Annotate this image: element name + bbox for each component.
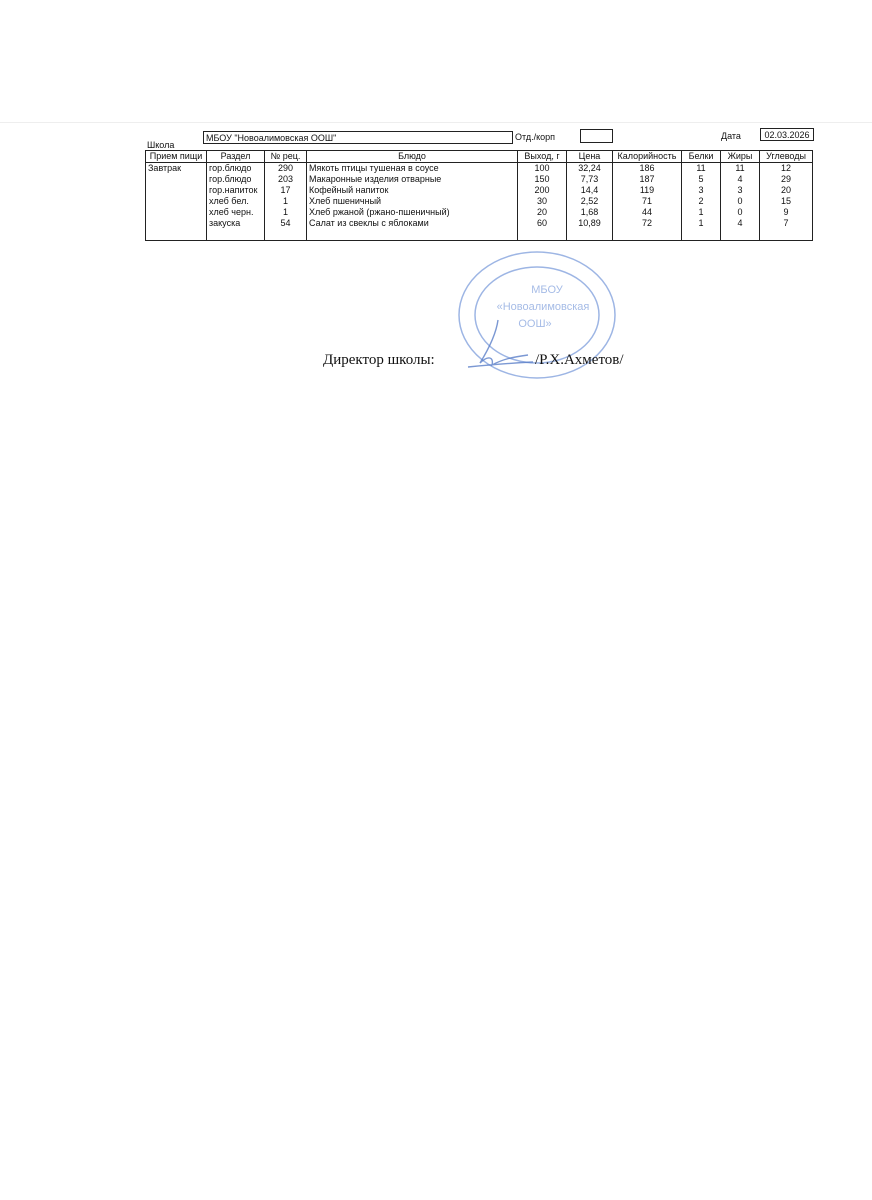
table-row [146,218,813,229]
table-row [146,207,813,218]
col-header: Выход, г [518,151,567,163]
school-field: МБОУ "Новоалимовская ООШ" [203,131,513,144]
cell-dish: Хлеб ржаной (ржано-пшеничный) [307,207,518,218]
cell-fat: 3 [721,185,760,196]
col-header: Блюдо [307,151,518,163]
otd-label: Отд./корп [515,132,555,142]
cell-price: 7,73 [567,174,613,185]
cell-dish: Салат из свеклы с яблоками [307,218,518,229]
cell-protein: 1 [682,218,721,229]
col-header: Раздел [207,151,265,163]
date-field: 02.03.2026 [760,128,814,141]
meal-cell [146,174,207,185]
col-header: Прием пищи [146,151,207,163]
cell-price: 1,68 [567,207,613,218]
meal-cell [146,185,207,196]
empty-cell [682,229,721,241]
cell-protein: 5 [682,174,721,185]
table-header-row [146,151,813,163]
cell-weight: 150 [518,174,567,185]
cell-recipe: 17 [265,185,307,196]
cell-recipe: 1 [265,207,307,218]
cell-protein: 3 [682,185,721,196]
cell-carbs: 29 [760,174,813,185]
table-row-empty [146,229,813,241]
cell-weight: 20 [518,207,567,218]
cell-price: 10,89 [567,218,613,229]
cell-recipe: 290 [265,163,307,175]
meal-cell [146,218,207,229]
director-name: /Р.Х.Ахметов/ [535,352,624,368]
cell-fat: 4 [721,218,760,229]
cell-section: гор.блюдо [207,174,265,185]
empty-cell [760,229,813,241]
col-header: Углеводы [760,151,813,163]
empty-cell [567,229,613,241]
cell-protein: 2 [682,196,721,207]
cell-kcal: 119 [613,185,682,196]
date-label: Дата [721,131,741,141]
col-header: Цена [567,151,613,163]
stamp-text: ООШ» [518,318,552,330]
col-header: Калорийность [613,151,682,163]
empty-cell [146,229,207,241]
cell-section: хлеб черн. [207,207,265,218]
cell-fat: 11 [721,163,760,175]
table-row [146,163,813,175]
cell-kcal: 187 [613,174,682,185]
col-header: № рец. [265,151,307,163]
cell-fat: 4 [721,174,760,185]
cell-carbs: 20 [760,185,813,196]
cell-protein: 11 [682,163,721,175]
cell-recipe: 203 [265,174,307,185]
cell-dish: Хлеб пшеничный [307,196,518,207]
form-header [145,128,813,148]
cell-weight: 200 [518,185,567,196]
cell-carbs: 9 [760,207,813,218]
meal-cell: Завтрак [146,163,207,175]
cell-weight: 100 [518,163,567,175]
col-header: Белки [682,151,721,163]
cell-recipe: 54 [265,218,307,229]
cell-kcal: 71 [613,196,682,207]
table-row [146,174,813,185]
cell-kcal: 72 [613,218,682,229]
stamp-text: МБОУ [531,284,563,296]
cell-kcal: 186 [613,163,682,175]
cell-price: 32,24 [567,163,613,175]
cell-carbs: 7 [760,218,813,229]
cell-section: гор.блюдо [207,163,265,175]
cell-section: закуска [207,218,265,229]
table-row [146,196,813,207]
cell-kcal: 44 [613,207,682,218]
empty-cell [613,229,682,241]
cell-dish: Кофейный напиток [307,185,518,196]
empty-cell [518,229,567,241]
director-title: Директор школы: [323,352,435,368]
cell-dish: Мякоть птицы тушеная в соусе [307,163,518,175]
school-label: Школа [147,140,175,150]
menu-table [145,150,813,241]
empty-cell [207,229,265,241]
cell-weight: 60 [518,218,567,229]
empty-cell [265,229,307,241]
col-header: Жиры [721,151,760,163]
table-row [146,185,813,196]
stamp-text: «Новоалимовская [496,301,590,313]
empty-cell [307,229,518,241]
cell-section: гор.напиток [207,185,265,196]
handwritten-signature [458,315,538,375]
empty-cell [721,229,760,241]
cell-price: 2,52 [567,196,613,207]
meal-cell [146,207,207,218]
cell-protein: 1 [682,207,721,218]
cell-fat: 0 [721,196,760,207]
meal-cell [146,196,207,207]
cell-weight: 30 [518,196,567,207]
cell-price: 14,4 [567,185,613,196]
otd-field [580,129,613,143]
cell-recipe: 1 [265,196,307,207]
scan-edge [0,122,872,123]
cell-carbs: 12 [760,163,813,175]
cell-section: хлеб бел. [207,196,265,207]
cell-dish: Макаронные изделия отварные [307,174,518,185]
cell-fat: 0 [721,207,760,218]
cell-carbs: 15 [760,196,813,207]
